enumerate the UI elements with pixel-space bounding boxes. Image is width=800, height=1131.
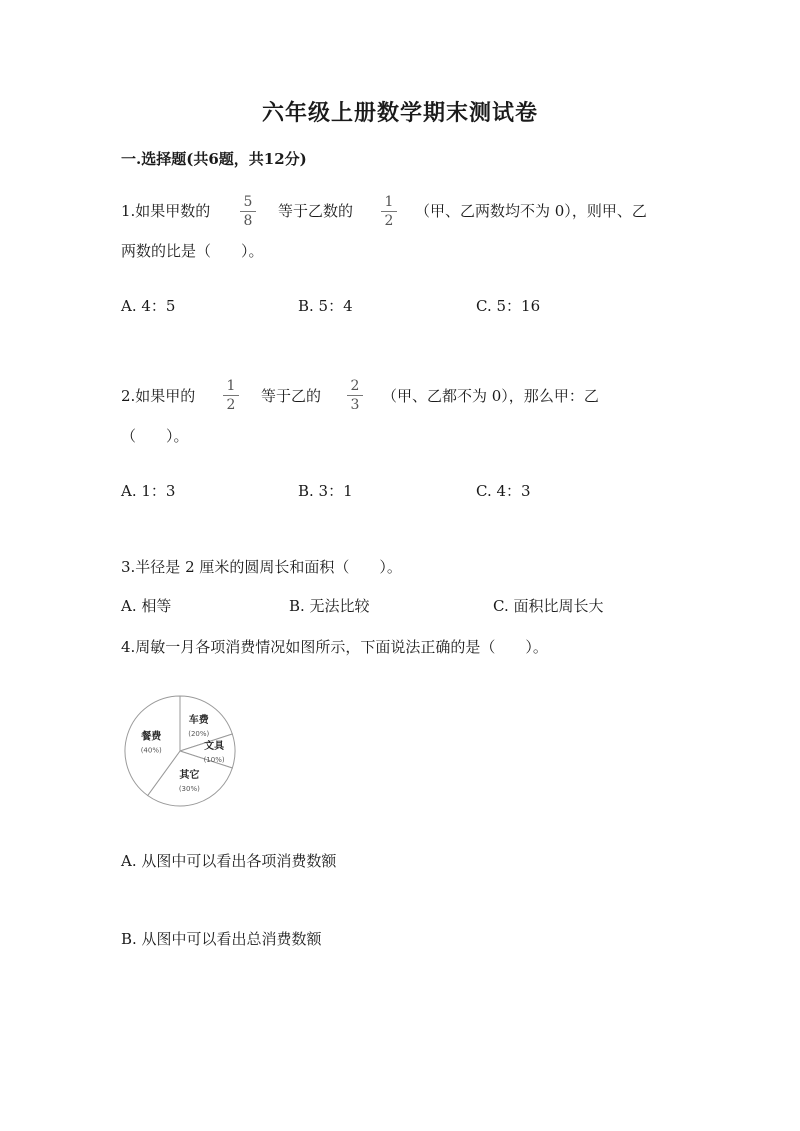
pie-slice-label: 文具	[204, 741, 225, 752]
q2-text-d: （ ）。	[121, 427, 189, 445]
q2-fraction-1	[223, 378, 239, 413]
q2-text-a: 2.如果甲的	[121, 387, 196, 405]
fraction-bar	[223, 395, 239, 396]
q1-fraction-2-numerator: 1	[384, 194, 394, 210]
page-title: 六年级上册数学期末测试卷	[261, 100, 538, 126]
q4-option-a[interactable]: A. 从图中可以看出各项消费数额	[121, 852, 337, 870]
q2-text-c: （甲、乙都不为 0），那么甲：乙	[382, 387, 599, 405]
q1-text-c: （甲、乙两数均不为 0），则甲、乙	[415, 202, 647, 220]
q1-option-a[interactable]: A. 4：5	[121, 297, 176, 315]
pie-slice-percent: (20%)	[188, 730, 210, 739]
q1-fraction-1	[240, 194, 256, 229]
q2-fraction-2	[347, 378, 363, 413]
q1-text-a: 1.如果甲数的	[121, 202, 211, 220]
q2-fraction-2-numerator: 2	[350, 378, 360, 394]
q3-option-a[interactable]: A. 相等	[121, 597, 172, 615]
q1-fraction-2-denominator: 2	[384, 213, 394, 229]
pie-slice-label: 车费	[188, 715, 209, 727]
section-heading: 一.选择题(共6题，共12分)	[121, 150, 307, 168]
fraction-bar	[240, 211, 256, 212]
q2-option-c[interactable]: C. 4：3	[476, 482, 531, 500]
q2-option-a[interactable]: A. 1：3	[121, 482, 176, 500]
q1-fraction-1-numerator: 5	[243, 194, 253, 210]
q2-fraction-2-denominator: 3	[350, 397, 360, 413]
pie-slice-percent: (10%)	[203, 756, 225, 764]
pie-slice-label: 餐费	[141, 731, 162, 743]
q1-text-b: 等于乙数的	[278, 202, 354, 220]
q1-text-d: 两数的比是（ ）。	[121, 242, 264, 260]
q1-fraction-2	[381, 194, 397, 229]
q2-fraction-1-denominator: 2	[226, 397, 236, 413]
pie-slice-label: 其它	[179, 769, 200, 781]
q1-fraction-1-denominator: 8	[243, 213, 253, 229]
fraction-bar	[381, 211, 397, 212]
spending-pie-chart	[122, 694, 242, 809]
pie-slice-percent: (30%)	[178, 784, 200, 793]
q1-option-b[interactable]: B. 5：4	[298, 297, 353, 315]
q4-text: 4.周敏一月各项消费情况如图所示，下面说法正确的是（ ）。	[121, 638, 548, 656]
q2-text-b: 等于乙的	[261, 387, 322, 405]
q1-option-c[interactable]: C. 5：16	[476, 297, 541, 315]
q3-text: 3.半径是 2 厘米的圆周长和面积（ ）。	[121, 558, 402, 576]
q4-option-b[interactable]: B. 从图中可以看出总消费数额	[121, 930, 322, 948]
q2-fraction-1-numerator: 1	[226, 378, 236, 394]
fraction-bar	[347, 395, 363, 396]
q3-option-c[interactable]: C. 面积比周长大	[493, 597, 604, 615]
pie-slice-percent: (40%)	[140, 746, 162, 755]
q2-option-b[interactable]: B. 3：1	[298, 482, 353, 500]
q3-option-b[interactable]: B. 无法比较	[289, 597, 370, 615]
